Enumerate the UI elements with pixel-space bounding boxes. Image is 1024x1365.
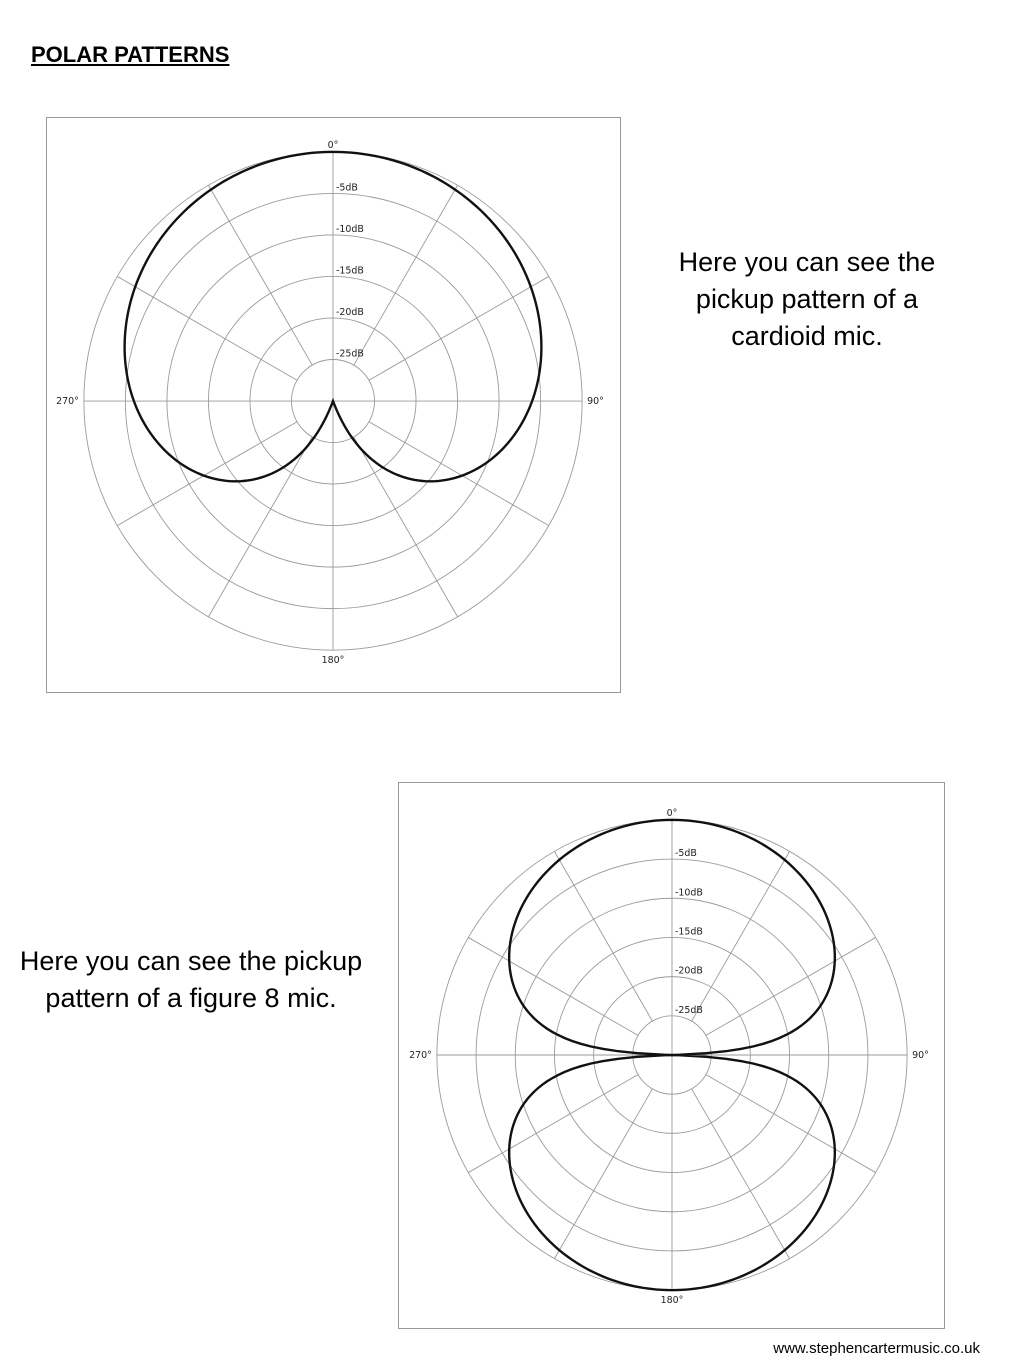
cardioid-chart-frame <box>46 117 621 693</box>
cardioid-angle-label: 270° <box>56 396 79 408</box>
figure8-ring-label: -5dB <box>674 848 697 860</box>
figure8-ring-label: -20dB <box>674 965 703 977</box>
footer-url: www.stephencartermusic.co.uk <box>773 1340 980 1357</box>
figure8-chart-frame <box>398 782 945 1329</box>
cardioid-ring-label: -20dB <box>335 306 364 318</box>
figure8-description: Here you can see the pickup pattern of a figure 8 mic. <box>19 946 363 1013</box>
figure8-angle-label: 270° <box>409 1049 432 1061</box>
figure8-angle-label: 180° <box>660 1295 684 1307</box>
cardioid-angle-label: 0° <box>327 139 339 151</box>
cardioid-ring-label: -25dB <box>335 348 364 360</box>
figure8-ring-label: -15dB <box>674 926 703 938</box>
cardioid-angle-label: 90° <box>587 396 604 408</box>
cardioid-description: Here you can see the pickup pattern of a cardioid mic. <box>678 247 936 351</box>
figure8-ring-label: -10dB <box>674 887 703 899</box>
figure8-angle-label: 0° <box>666 807 678 819</box>
cardioid-ring-label: -5dB <box>335 182 358 194</box>
cardioid-angle-label: 180° <box>321 655 345 667</box>
cardioid-polar-chart <box>47 118 620 692</box>
figure8-ring-label: -25dB <box>674 1004 703 1016</box>
page-title: POLAR PATTERNS <box>31 42 230 67</box>
figure8-polar-chart <box>399 783 944 1328</box>
cardioid-ring-label: -15dB <box>335 265 364 277</box>
figure8-angle-label: 90° <box>912 1049 929 1061</box>
cardioid-ring-label: -10dB <box>335 223 364 235</box>
